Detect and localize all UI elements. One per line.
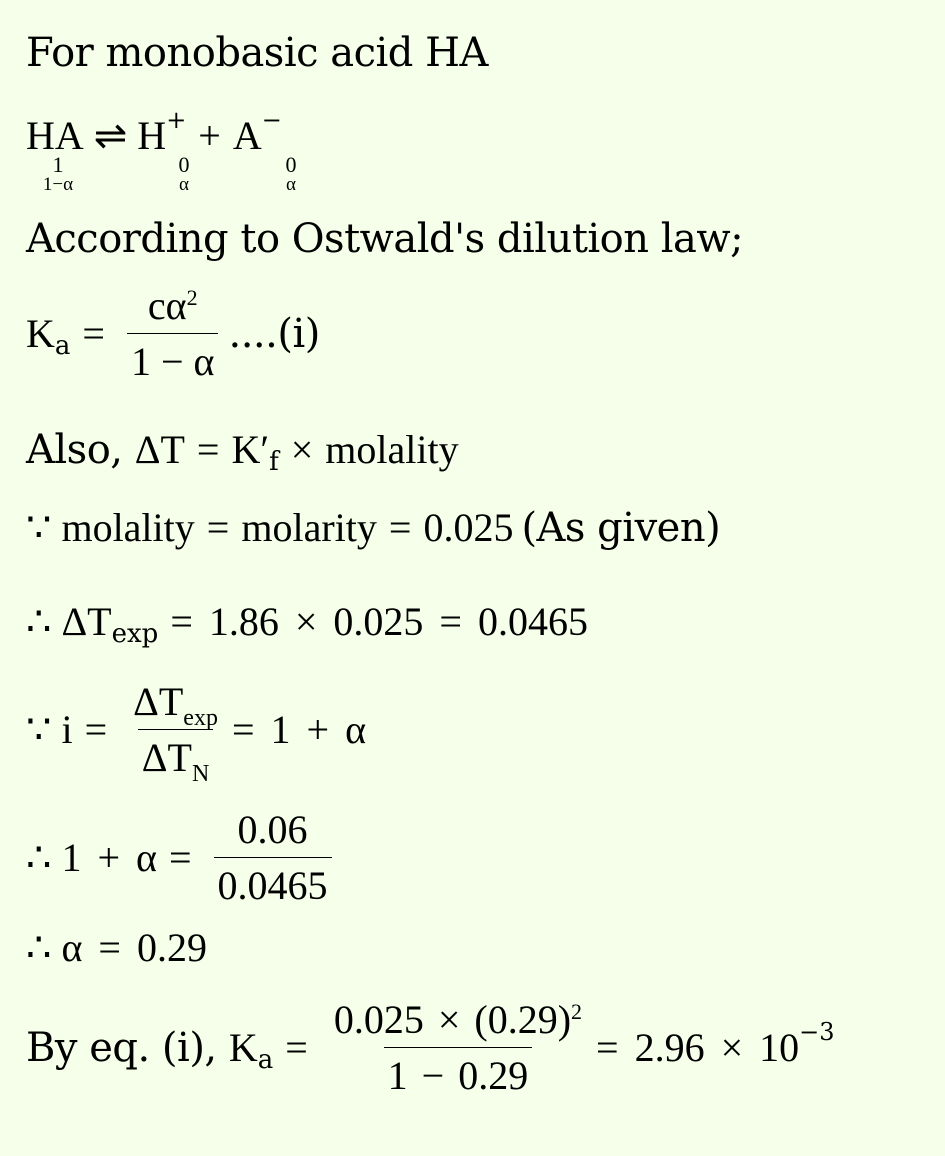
final-denominator: 1 − 0.29: [384, 1047, 533, 1099]
molality-text: molality: [325, 427, 459, 472]
therefore-symbol: ∴: [26, 599, 52, 644]
final-prefix: By eq. (i),: [26, 1024, 229, 1071]
ka-denominator: 1 − α: [127, 333, 219, 385]
equals-sign: =: [84, 707, 108, 752]
delta-t-exp: ΔT: [61, 599, 112, 644]
molarity-term: molarity: [241, 505, 377, 550]
because-molality-line: [26, 504, 720, 551]
h-equilibrium: α: [179, 174, 189, 195]
also-line: [26, 426, 459, 477]
ostwald-line: [26, 216, 743, 262]
exp-subscript: exp: [111, 618, 159, 649]
equation-label-i: ....(i): [228, 310, 320, 357]
ka-numerator-exponent: 2: [186, 285, 198, 310]
ka-symbol: K: [26, 311, 55, 356]
ostwald-text: According to Ostwald's dilution law;: [26, 216, 744, 262]
final-ka-line: [26, 996, 835, 1099]
a-equilibrium: α: [286, 174, 296, 195]
numerator-subscript: exp: [183, 705, 218, 731]
concentration-value: 0.025: [423, 505, 514, 550]
ka-subscript: a: [54, 330, 71, 361]
as-given-note: (As given): [521, 504, 721, 551]
fraction-denominator: ΔT: [141, 735, 192, 780]
a-charge: −: [261, 105, 282, 134]
ha-equilibrium: 1−α: [42, 174, 74, 195]
one-plus-alpha-line: [26, 806, 342, 909]
ratio-numerator: 0.06: [237, 807, 308, 852]
final-numerator: 0.025 × (0.29): [333, 997, 572, 1042]
therefore-symbol: ∴: [26, 925, 52, 970]
product-h: H: [137, 113, 167, 158]
intro-line: [26, 30, 488, 76]
equals-sign: =: [388, 505, 412, 550]
intro-text: For monobasic acid HA: [26, 30, 488, 76]
equilibrium-arrow: ⇌: [93, 113, 128, 158]
h-initial: 0: [178, 152, 190, 177]
kf-symbol: K: [231, 427, 261, 472]
equals-sign: =: [82, 311, 105, 356]
final-result-exponent: −3: [799, 1017, 835, 1046]
ka-symbol: K: [228, 1025, 258, 1070]
vant-hoff-i: i: [61, 707, 73, 752]
h-charge: +: [166, 105, 187, 134]
product-a: A: [232, 113, 262, 158]
equals-sign: =: [168, 835, 192, 880]
vant-hoff-fraction: [129, 678, 222, 787]
final-fraction: [330, 996, 586, 1099]
alpha-value: α = 0.29: [61, 925, 207, 970]
one-plus-alpha: 1 + α: [61, 835, 157, 880]
because-symbol: ∵: [26, 707, 52, 752]
delta-t-exp-line: [26, 598, 588, 649]
denominator-subscript: N: [191, 761, 210, 787]
final-numerator-exponent: 2: [571, 999, 583, 1024]
ka-fraction: [127, 282, 219, 385]
fraction-numerator: ΔT: [133, 679, 184, 724]
vant-hoff-result: = 1 + α: [231, 707, 367, 752]
reactant-ha: HA: [26, 113, 84, 158]
alpha-result-line: [26, 924, 207, 971]
delta-t: ΔT: [134, 427, 185, 472]
equals-sign: =: [285, 1025, 308, 1070]
ratio-fraction: [214, 806, 332, 909]
plus-sign: +: [198, 113, 221, 158]
therefore-symbol: ∴: [26, 835, 52, 880]
because-symbol: ∵: [26, 505, 52, 550]
kf-subscript: f: [269, 446, 279, 477]
vant-hoff-line: [26, 678, 367, 787]
a-initial: 0: [285, 152, 297, 177]
ka-subscript: a: [257, 1044, 274, 1075]
final-result: = 2.96 × 10: [596, 1025, 800, 1070]
ratio-denominator: 0.0465: [214, 857, 332, 909]
ka-equation: [26, 282, 320, 385]
also-prefix: Also,: [26, 426, 135, 473]
molality-term: molality: [61, 505, 195, 550]
ha-initial: 1: [52, 152, 64, 177]
kf-prime: ′: [260, 427, 270, 472]
times-sign: ×: [290, 427, 314, 472]
equals-sign: =: [196, 427, 220, 472]
delta-t-exp-calculation: = 1.86 × 0.025 = 0.0465: [170, 599, 588, 644]
ka-numerator: cα: [147, 283, 187, 328]
equals-sign: =: [206, 505, 230, 550]
